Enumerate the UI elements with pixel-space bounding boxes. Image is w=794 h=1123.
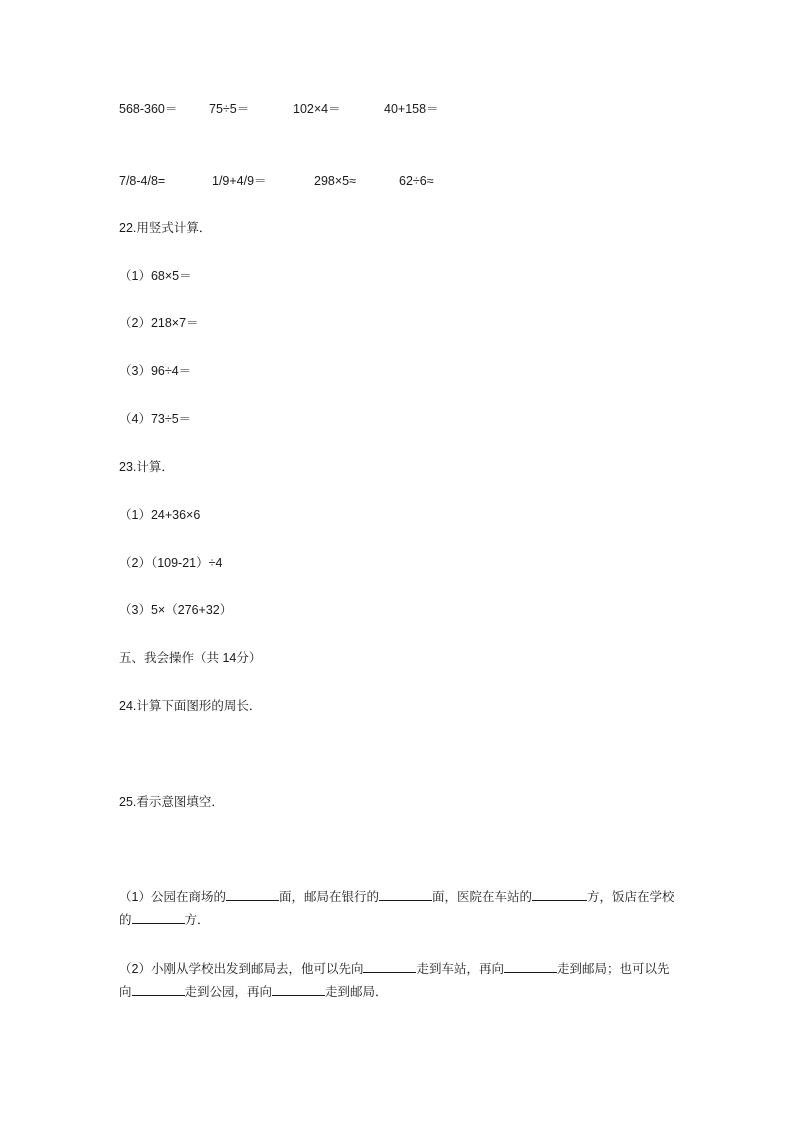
q23-item: （3）5×（276+32）	[119, 603, 233, 617]
answer-blank[interactable]	[379, 887, 432, 901]
oral-problem: 102×4＝	[293, 102, 341, 116]
q22-item: （2）218×7＝	[119, 316, 199, 330]
oral-problem: 298×5≈	[314, 174, 356, 188]
q22-item: （4）73÷5＝	[119, 412, 192, 426]
oral-problem: 75÷5＝	[209, 102, 250, 116]
answer-blank[interactable]	[363, 959, 416, 973]
oral-problem: 1/9+4/9＝	[212, 174, 267, 188]
answer-blank[interactable]	[226, 887, 279, 901]
q25-part1: （1）公园在商场的 面，邮局在银行的 面，医院在车站的 方，饭店在学校的 方．	[119, 886, 679, 932]
oral-problem: 62÷6≈	[399, 174, 434, 188]
oral-problem: 7/8-4/8=	[119, 174, 166, 188]
answer-blank[interactable]	[532, 887, 587, 901]
q23-item: （1）24+36×6	[119, 508, 201, 522]
section-heading: 五、我会操作（共 14分）	[119, 651, 262, 665]
q22-title: 22.用竖式计算．	[119, 221, 212, 235]
q22-item: （3）96÷4＝	[119, 364, 192, 378]
q25-title: 25.看示意图填空．	[119, 795, 224, 809]
answer-blank[interactable]	[272, 982, 325, 996]
answer-blank[interactable]	[132, 982, 185, 996]
oral-problem: 40+158＝	[384, 102, 439, 116]
answer-blank[interactable]	[132, 910, 185, 924]
q23-title: 23.计算．	[119, 460, 174, 474]
oral-problem: 568-360＝	[119, 102, 178, 116]
answer-blank[interactable]	[504, 959, 557, 973]
q23-item: （2）（109-21）÷4	[119, 556, 223, 570]
q25-part2: （2）小刚从学校出发到邮局去，他可以先向 走到车站，再向 走到邮局；也可以先向 走到公园，再向 走到邮局．	[119, 958, 679, 1004]
q24-title: 24.计算下面图形的周长．	[119, 699, 262, 713]
q22-item: （1）68×5＝	[119, 269, 192, 283]
